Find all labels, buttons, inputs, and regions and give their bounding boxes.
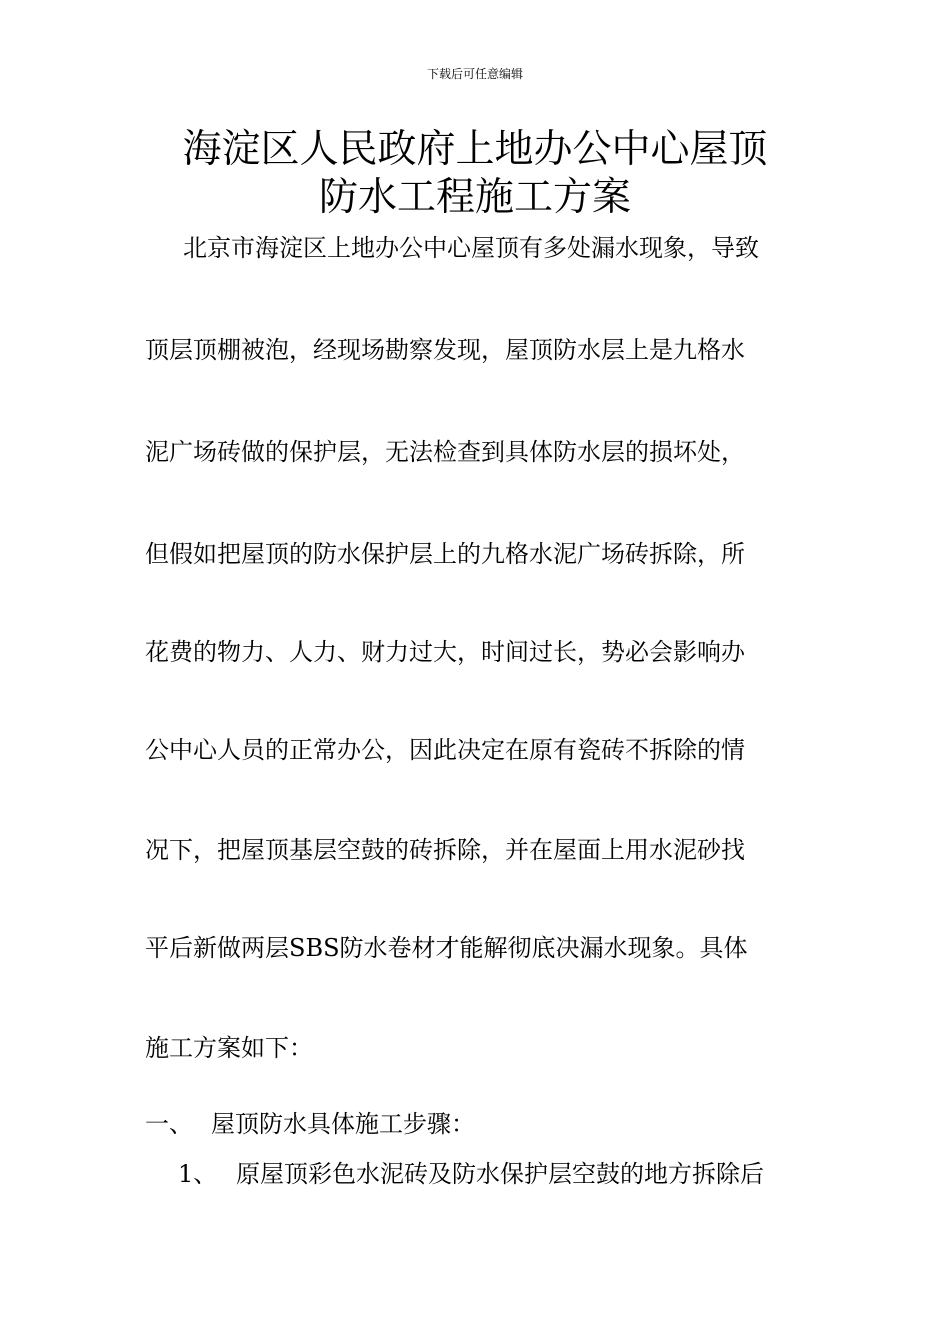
document-title — [140, 126, 810, 222]
title-line-1: 海淀区人民政府上地办公中心屋顶 — [182, 127, 768, 172]
header-note: 下载后可任意编辑 — [426, 67, 523, 81]
section-number: 一、 — [145, 1110, 193, 1138]
paragraph-line-6: 公中心人员的正常办公，因此决定在原有瓷砖不拆除的情 — [145, 736, 745, 764]
list-item-1 — [178, 1154, 846, 1194]
paragraph-line-2: 顶层顶棚被泡，经现场勘察发现，屋顶防水层上是九格水 — [145, 336, 745, 364]
section-heading-text: 屋顶防水具体施工步骤： — [211, 1110, 475, 1138]
title-line-2: 防水工程施工方案 — [318, 175, 631, 220]
list-item-number: 1、 — [178, 1160, 218, 1188]
paragraph-line-9: 施工方案如下： — [145, 1034, 313, 1062]
list-item-text: 原屋顶彩色水泥砖及防水保护层空鼓的地方拆除后 — [236, 1160, 764, 1188]
section-heading-1 — [145, 1104, 813, 1144]
paragraph-line-8: 平后新做两层SBS防水卷材才能解彻底决漏水现象。具体 — [145, 934, 748, 962]
paragraph-line-3: 泥广场砖做的保护层，无法检查到具体防水层的损坏处， — [145, 438, 745, 466]
paragraph-line-5: 花费的物力、人力、财力过大，时间过长，势必会影响办 — [145, 638, 745, 666]
paragraph-line-4: 但假如把屋顶的防水保护层上的九格水泥广场砖拆除，所 — [145, 540, 745, 568]
paragraph-line-1: 北京市海淀区上地办公中心屋顶有多处漏水现象，导致 — [183, 234, 759, 262]
paragraph-line-7: 况下，把屋顶基层空鼓的砖拆除，并在屋面上用水泥砂找 — [145, 836, 745, 864]
